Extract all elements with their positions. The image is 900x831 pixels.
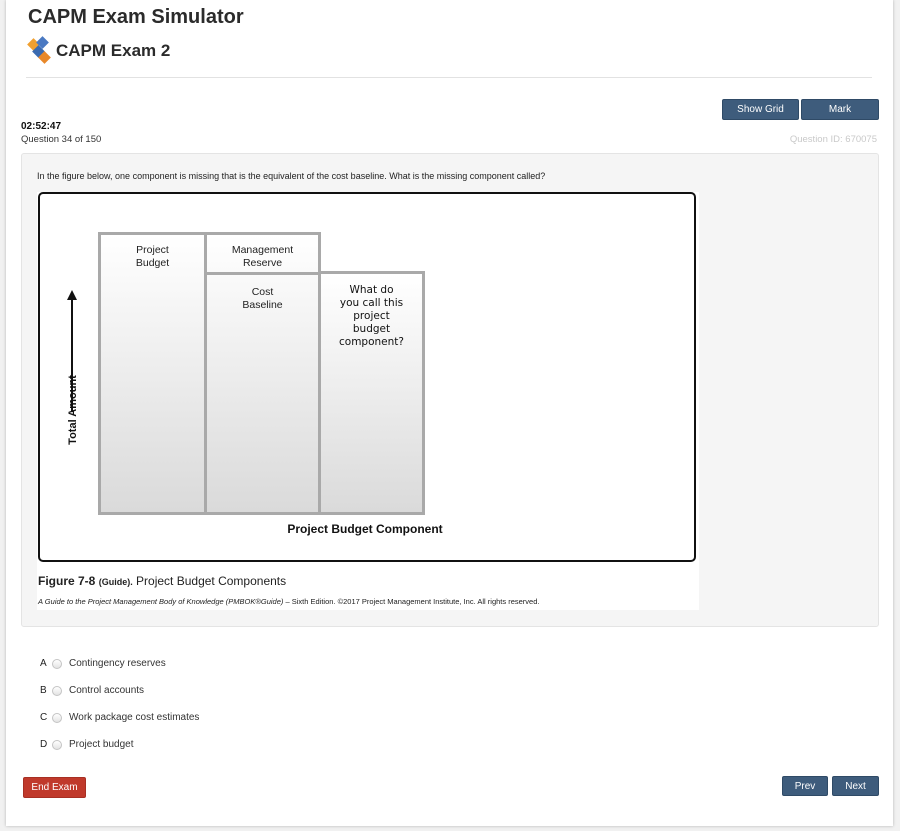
- exam-page: [6, 0, 893, 826]
- figure-column-missing-component: [318, 271, 425, 515]
- figure-label-cost-baseline: Cost Baseline: [242, 286, 283, 311]
- figure-frame: [38, 192, 696, 562]
- app-title: CAPM Exam Simulator: [28, 6, 244, 28]
- y-axis-label: Total Amount: [67, 375, 79, 445]
- answer-option-b[interactable]: [40, 677, 199, 704]
- answer-text[interactable]: Work package cost estimates: [69, 712, 200, 723]
- answer-text[interactable]: Control accounts: [69, 685, 145, 696]
- question-id: Question ID: 670075: [789, 134, 877, 145]
- figure-label-project-budget: Project Budget: [135, 244, 170, 269]
- diamond-logo-icon: [26, 36, 52, 66]
- answer-option-c[interactable]: [40, 704, 199, 731]
- figure-caption-number: Figure 7-8: [38, 574, 96, 588]
- figure-caption-guide: (Guide).: [98, 577, 133, 587]
- answer-text[interactable]: Contingency reserves: [69, 658, 166, 669]
- answer-option-a[interactable]: [40, 650, 199, 677]
- answer-letter: C: [40, 712, 48, 723]
- answer-option-d[interactable]: [40, 731, 199, 758]
- figure-caption: [38, 574, 286, 588]
- figure-source: [38, 597, 539, 606]
- figure-label-missing-component: What do you call this project budget component?: [339, 284, 404, 348]
- figure-column-management-reserve: [204, 232, 321, 515]
- figure-reserve-divider: [207, 272, 318, 275]
- answer-radio[interactable]: [52, 686, 62, 696]
- answer-letter: B: [40, 685, 47, 696]
- header-divider: [26, 77, 872, 78]
- answer-radio[interactable]: [52, 740, 62, 750]
- figure-label-management-reserve: Management Reserve: [231, 244, 294, 269]
- prev-button[interactable]: Prev: [782, 776, 828, 796]
- answer-letter: D: [40, 739, 48, 750]
- figure-source-rest: – Sixth Edition. ©2017 Project Management Institute, Inc. All rights reserved.: [283, 597, 540, 606]
- next-button[interactable]: Next: [832, 776, 879, 796]
- question-counter: Question 34 of 150: [21, 134, 102, 145]
- answer-radio[interactable]: [52, 659, 62, 669]
- figure-source-italic: A Guide to the Project Management Body of Knowledge (PMBOK®Guide): [38, 597, 284, 606]
- show-grid-button[interactable]: Show Grid: [722, 99, 799, 120]
- answer-list: [40, 650, 199, 758]
- exam-timer: 02:52:47: [21, 121, 62, 132]
- x-axis-label: Project Budget Component: [287, 522, 443, 536]
- answer-radio[interactable]: [52, 713, 62, 723]
- answer-text[interactable]: Project budget: [69, 739, 134, 750]
- figure-caption-title: Project Budget Components: [136, 574, 287, 588]
- question-figure: [37, 192, 699, 610]
- exam-title-row: [26, 35, 170, 67]
- question-text: In the figure below, one component is missing that is the equivalent of the cost baseline. What is the missing component called?: [37, 171, 546, 181]
- mark-button[interactable]: Mark: [801, 99, 879, 120]
- exam-title: CAPM Exam 2: [56, 41, 171, 60]
- end-exam-button[interactable]: End Exam: [23, 777, 86, 798]
- question-panel: [21, 153, 879, 627]
- figure-column-project-budget: [98, 232, 207, 515]
- answer-letter: A: [40, 658, 47, 669]
